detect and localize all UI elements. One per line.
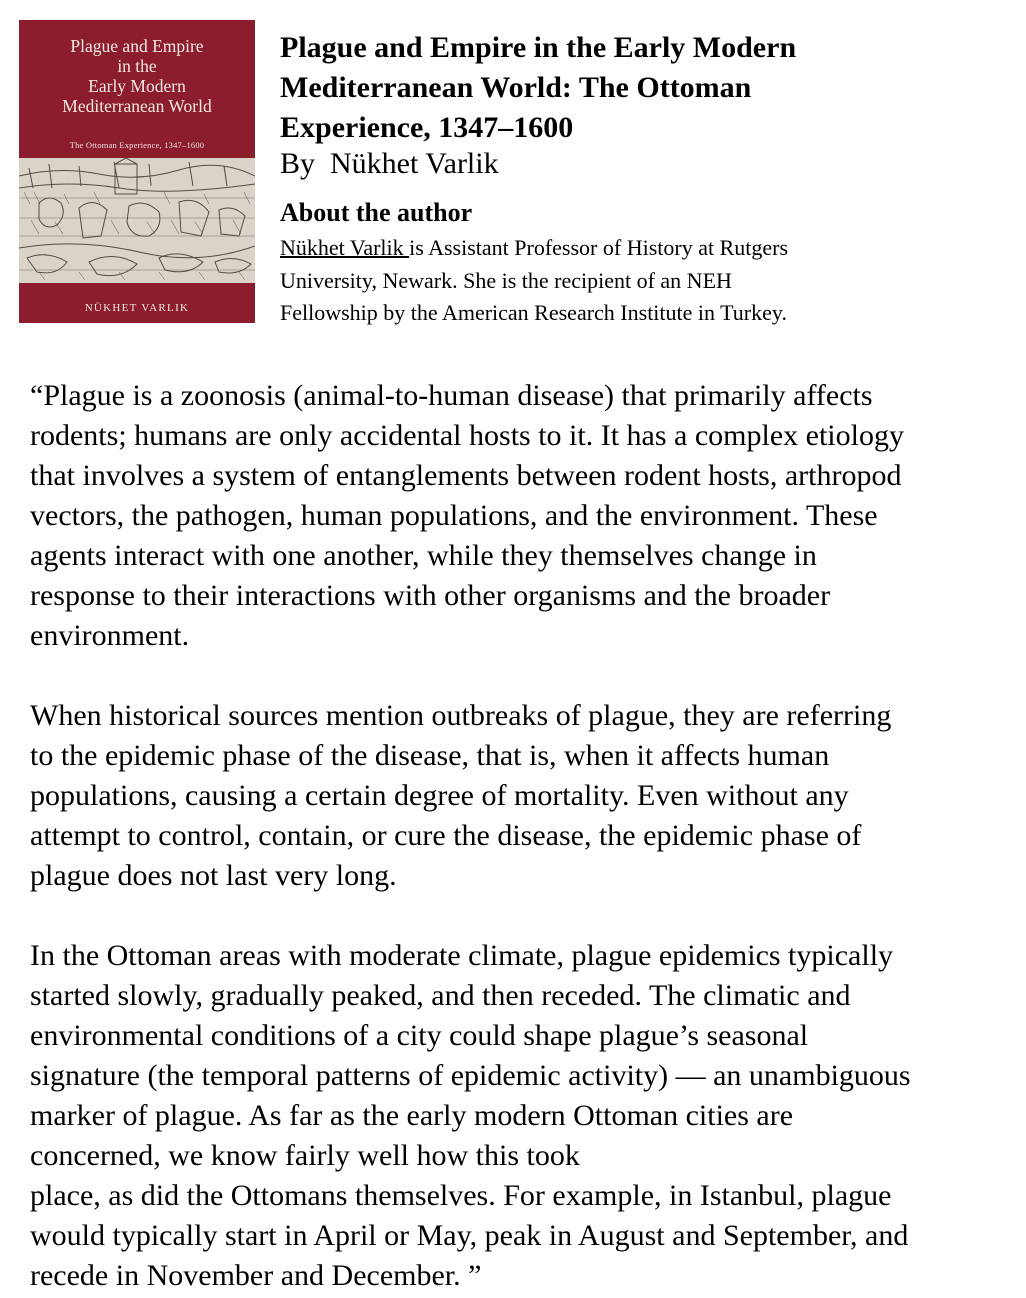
quote-line: agents interact with one another, while they themselves change in — [30, 539, 817, 572]
cover-engraving-image — [19, 158, 255, 283]
quote-line: rodents; humans are only accidental hosts to it. It has a complex etiology — [30, 419, 904, 452]
book-title-line: Experience, 1347–1600 — [280, 111, 574, 144]
about-line — [280, 232, 980, 265]
quote-line: to the epidemic phase of the disease, that is, when it affects human — [30, 739, 830, 772]
quote-line: attempt to control, contain, or cure the disease, the epidemic phase of — [30, 819, 862, 852]
cover-title-line: Plague and Empire — [70, 36, 204, 56]
quote-line: populations, causing a certain degree of mortality. Even without any — [30, 779, 849, 812]
engraving-illustration-icon — [19, 158, 255, 283]
quote-paragraph — [30, 936, 1020, 1296]
quote-line: place, as did the Ottomans themselves. For example, in Istanbul, plague — [30, 1179, 892, 1212]
quote-line: concerned, we know fairly well how this took — [30, 1139, 580, 1172]
quote-line: environment. — [30, 619, 190, 652]
quote-line: “Plague is a zoonosis (animal-to-human disease) that primarily affects — [30, 379, 873, 412]
quote-line: plague does not last very long. — [30, 859, 397, 892]
about-author-heading: About the author — [280, 198, 473, 227]
book-title-line: Plague and Empire in the Early Modern — [280, 31, 797, 64]
about-line: Fellowship by the American Research Institute in Turkey. — [280, 300, 787, 325]
quote-line: marker of plague. As far as the early modern Ottoman cities are — [30, 1099, 794, 1132]
cover-title-line: Mediterranean World — [62, 96, 212, 116]
quote-line: that involves a system of entanglements between rodent hosts, arthropod — [30, 459, 902, 492]
quote-paragraph — [30, 696, 1020, 896]
author-name-link[interactable]: Nükhet Varlik — [280, 235, 410, 260]
cover-title-line: in the — [117, 56, 157, 76]
book-title — [280, 28, 1000, 148]
quote-line: response to their interactions with other organisms and the broader — [30, 579, 831, 612]
book-quote — [30, 376, 1020, 1296]
cover-title-line: Early Modern — [88, 76, 186, 96]
quote-line: environmental conditions of a city could shape plague’s seasonal — [30, 1019, 809, 1052]
byline: By Nükhet Varlik — [280, 147, 499, 180]
cover-subtitle: The Ottoman Experience, 1347–1600 — [69, 140, 205, 150]
about-author-text — [280, 232, 980, 330]
quote-paragraph — [30, 376, 1020, 656]
quote-line: vectors, the pathogen, human populations, and the environment. These — [30, 499, 878, 532]
book-title-line: Mediterranean World: The Ottoman — [280, 71, 752, 104]
cover-author: NÜKHET VARLIK — [84, 302, 190, 314]
quote-line: recede in November and December. ” — [30, 1259, 482, 1292]
about-line: University, Newark. She is the recipient of an NEH — [280, 267, 732, 293]
quote-line: started slowly, gradually peaked, and then receded. The climatic and — [30, 979, 851, 1012]
quote-line: When historical sources mention outbreaks of plague, they are referring — [30, 699, 892, 732]
cover-title — [19, 36, 255, 116]
book-cover — [19, 20, 255, 323]
quote-line: would typically start in April or May, peak in August and September, and — [30, 1219, 909, 1252]
quote-line: In the Ottoman areas with moderate climate, plague epidemics typically — [30, 939, 894, 972]
quote-line: signature (the temporal patterns of epidemic activity) — an unambiguous — [30, 1059, 911, 1092]
about-line-text: is Assistant Professor of History at Rutgers — [409, 235, 789, 260]
